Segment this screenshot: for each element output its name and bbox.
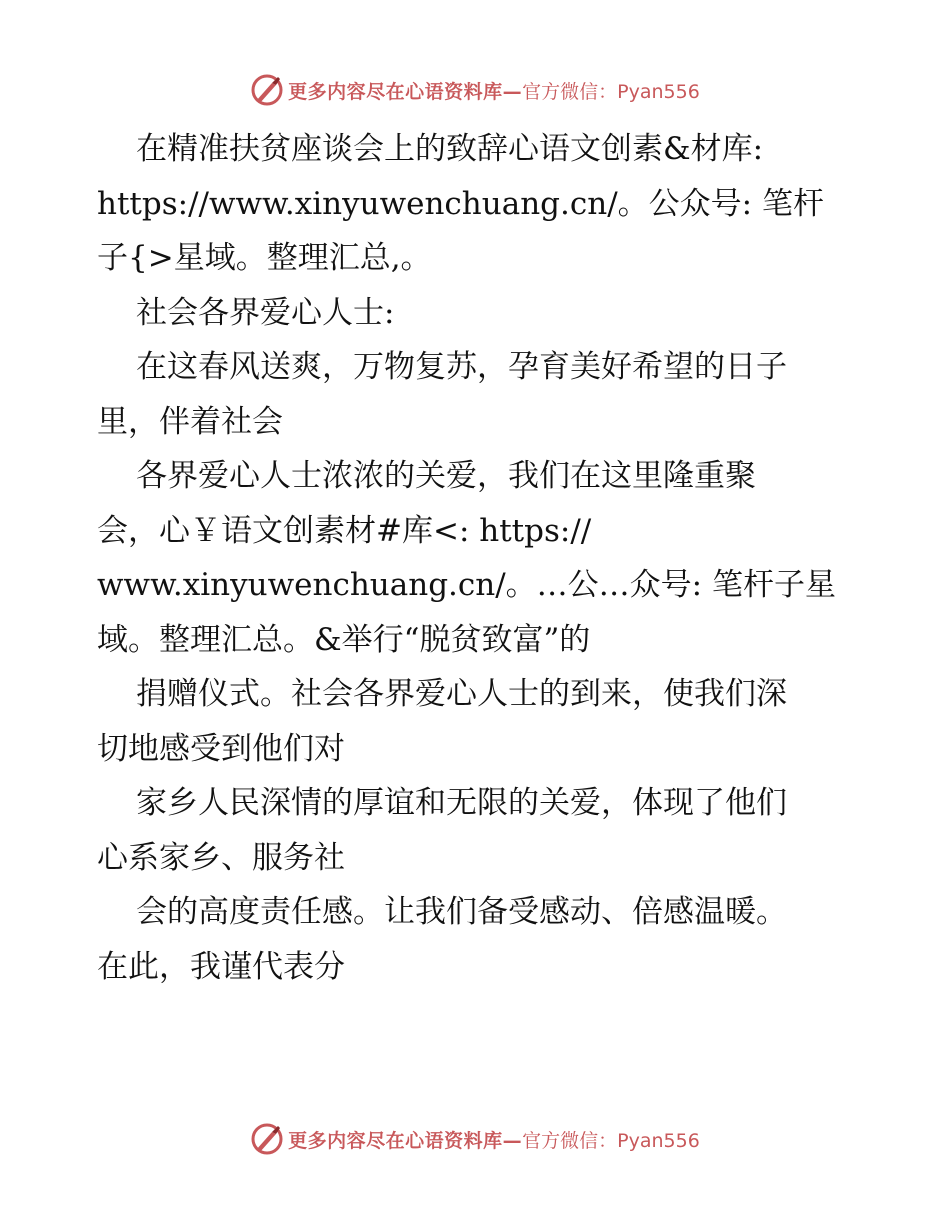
header-banner <box>0 70 950 110</box>
paragraph <box>97 776 857 885</box>
text-line: 会的高度责任感。让我们备受感动、倍感温暖。 <box>136 894 787 930</box>
footer-banner <box>0 1119 950 1159</box>
banner-text: 更多内容尽在心语资料库— <box>288 1129 523 1152</box>
text-line: 在此，我谨代表分 <box>97 948 345 985</box>
text-line: 在精准扶贫座谈会上的致辞心语文创素&材库: <box>136 131 764 167</box>
text-line: https://www.xinyuwenchuang.cn/。公众号: 笔杆 <box>97 185 824 222</box>
paragraph <box>97 885 857 994</box>
text-line: 家乡人民深情的厚谊和无限的关爱，体现了他们 <box>136 785 787 821</box>
text-line: 子{>星域。整理汇总,。 <box>97 240 432 276</box>
banner-wechat: 官方微信：Pyan556 <box>522 80 700 103</box>
text-line: 会，心￥语文创素材#库<: https:// <box>97 512 592 549</box>
paragraph <box>97 122 857 286</box>
paragraph <box>97 286 857 341</box>
text-line: 在这春风送爽，万物复苏，孕育美好希望的日子 <box>136 349 787 385</box>
text-line: 切地感受到他们对 <box>97 730 345 767</box>
text-line: 心系家乡、服务社 <box>97 839 345 876</box>
paragraph <box>97 667 857 776</box>
text-line: 各界爱心人士浓浓的关爱，我们在这里隆重聚 <box>136 458 756 494</box>
text-line: 里，伴着社会 <box>97 403 283 440</box>
text-line: 域。整理汇总。&举行“脱贫致富”的 <box>97 621 591 658</box>
logo-icon <box>250 1122 284 1156</box>
text-line: www.xinyuwenchuang.cn/。…公…众号: 笔杆子星 <box>97 567 836 603</box>
document-body <box>97 122 857 994</box>
banner-wechat: 官方微信：Pyan556 <box>522 1129 700 1152</box>
banner-text: 更多内容尽在心语资料库— <box>288 80 523 103</box>
paragraph <box>97 449 857 667</box>
text-line: 捐赠仪式。社会各界爱心人士的到来，使我们深 <box>136 676 787 712</box>
text-line: 社会各界爱心人士: <box>136 294 395 331</box>
paragraph <box>97 340 857 449</box>
logo-icon <box>250 73 284 107</box>
